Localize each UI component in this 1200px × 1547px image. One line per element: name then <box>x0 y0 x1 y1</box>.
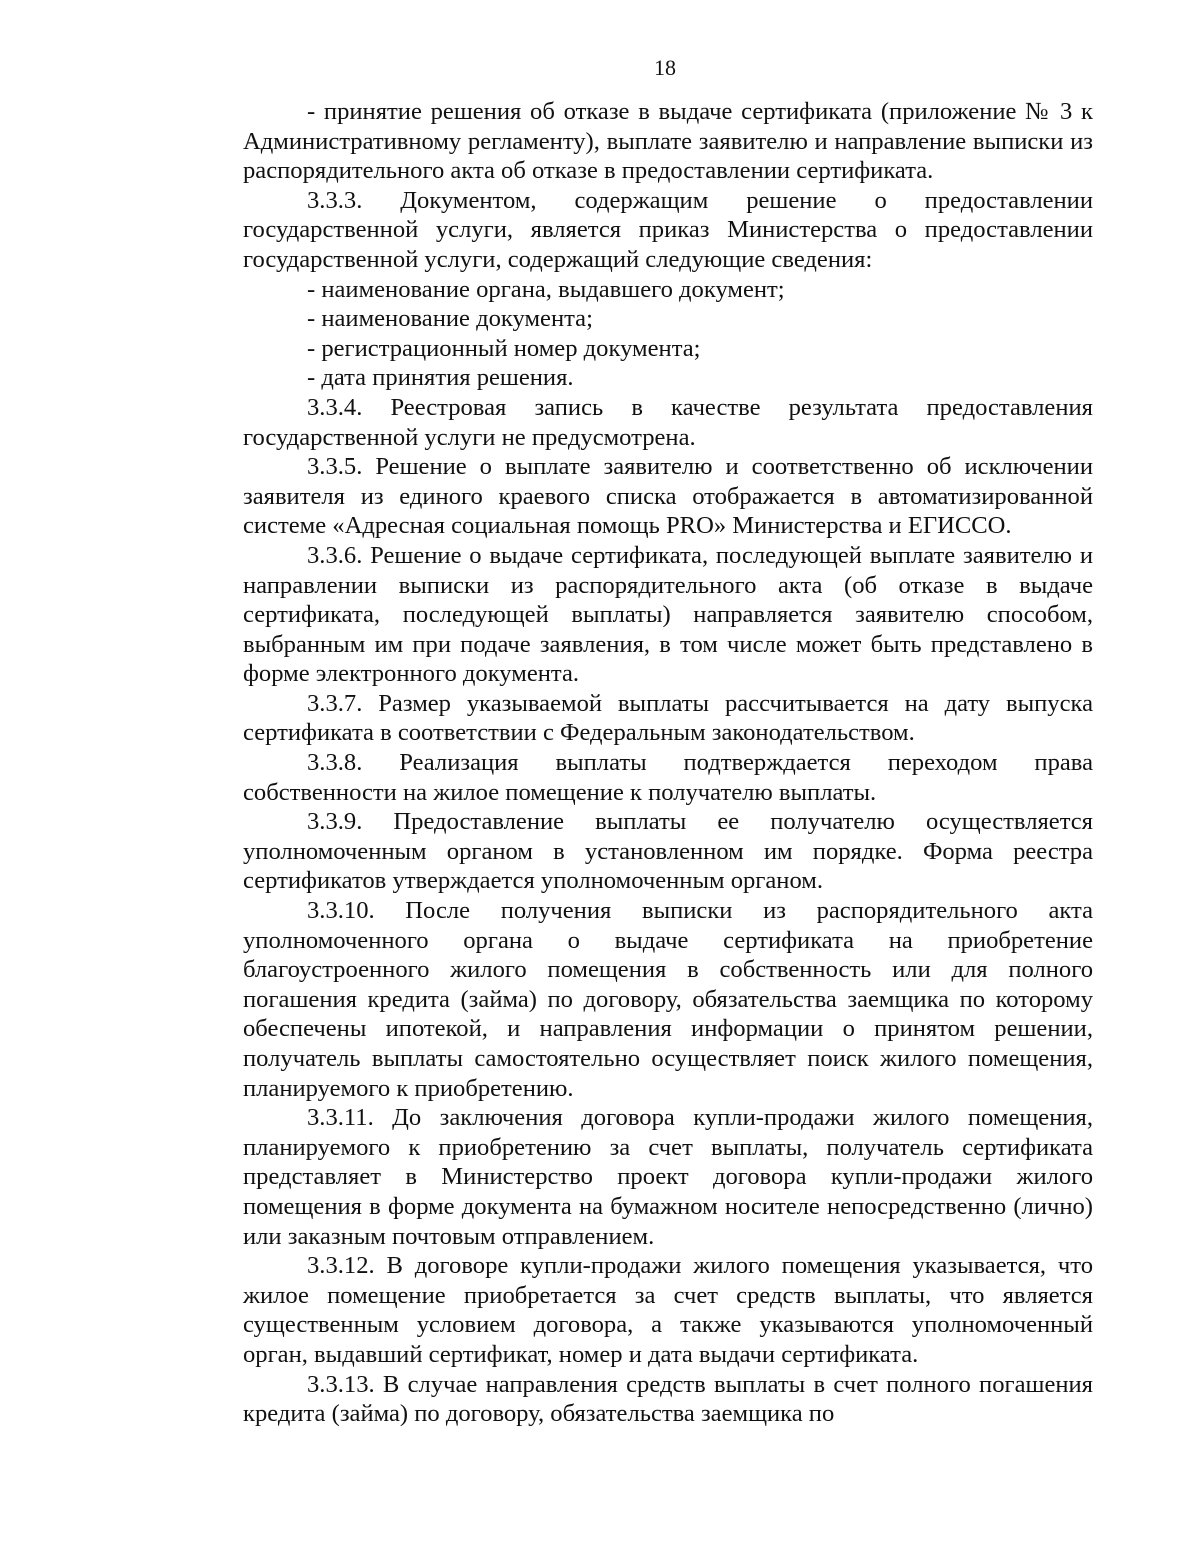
document-body <box>243 97 1093 1429</box>
page-number: 18 <box>654 55 676 80</box>
paragraph-3-3-8: 3.3.8. Реализация выплаты подтверждается переходом права собственности на жилое помещение к получателю выплаты. <box>243 749 1093 806</box>
paragraph-3-3-7: 3.3.7. Размер указываемой выплаты рассчитывается на дату выпуска сертификата в соответствии с Федеральным законодательством. <box>243 689 1093 747</box>
list-item: - дата принятия решения. <box>307 364 574 392</box>
paragraph-3-3-12: 3.3.12. В договоре купли-продажи жилого помещения указывается, что жилое помещение приобретается за счет средств выплаты, что является существенным условием договора, а также указываются уполномоченный орган, выдавший сертификат, номер и дата выдачи сертификата. <box>243 1252 1093 1368</box>
paragraph-3-3-6: 3.3.6. Решение о выдаче сертификата, последующей выплате заявителю и направлении выписки из распорядительного акта (об отказе в выдаче сертификата, последующей выплаты) направляется заявителю способом, выбранным им при подаче заявления, в том числе может быть представлено в форме электронного документа. <box>243 541 1093 688</box>
paragraph-3-3-3: 3.3.3. Документом, содержащим решение о предоставлении государственной услуги, является приказ Министерства о предоставлении государственной услуги, содержащий следующие сведения: <box>243 186 1093 273</box>
paragraph-3-3-4: 3.3.4. Реестровая запись в качестве результата предоставления государственной услуги не предусмотрена. <box>243 393 1093 451</box>
paragraph-3-3-13: 3.3.13. В случае направления средств выплаты в счет полного погашения кредита (займа) по договору, обязательства заемщика по <box>243 1370 1093 1428</box>
list-item: - наименование органа, выдавшего документ; <box>307 275 785 303</box>
paragraph-refusal-decision: - принятие решения об отказе в выдаче сертификата (приложение № 3 к Административному регламенту), выплате заявителю и направление выписки из распорядительного акта об отказе в предоставлении сертификата. <box>243 98 1093 185</box>
paragraph-3-3-5: 3.3.5. Решение о выплате заявителю и соответственно об исключении заявителя из единого краевого списка отображается в автоматизированной системе «Адресная социальная помощь PRO» Министерства и ЕГИССО. <box>243 453 1093 540</box>
paragraph-3-3-11: 3.3.11. До заключения договора купли-продажи жилого помещения, планируемого к приобретению за счет выплаты, получатель сертификата представляет в Министерство проект договора купли-продажи жилого помещения в форме документа на бумажном носителе непосредственно (лично) или заказным почтовым отправлением. <box>243 1104 1093 1250</box>
list-item: - регистрационный номер документа; <box>307 334 701 362</box>
paragraph-3-3-10: 3.3.10. После получения выписки из распорядительного акта уполномоченного органа о выдаче сертификата на приобретение благоустроенного жилого помещения в собственность или для полного погашения кредита (займа) по договору, обязательства заемщика по которому обеспечены ипотекой, и направления информации о принятом решении, получатель выплаты самостоятельно осуществляет поиск жилого помещения, планируемого к приобретению. <box>243 897 1093 1102</box>
paragraph-3-3-9: 3.3.9. Предоставление выплаты ее получателю осуществляется уполномоченным органом в установленном им порядке. Форма реестра сертификатов утверждается уполномоченным органом. <box>243 808 1093 895</box>
list-item: - наименование документа; <box>307 305 593 333</box>
